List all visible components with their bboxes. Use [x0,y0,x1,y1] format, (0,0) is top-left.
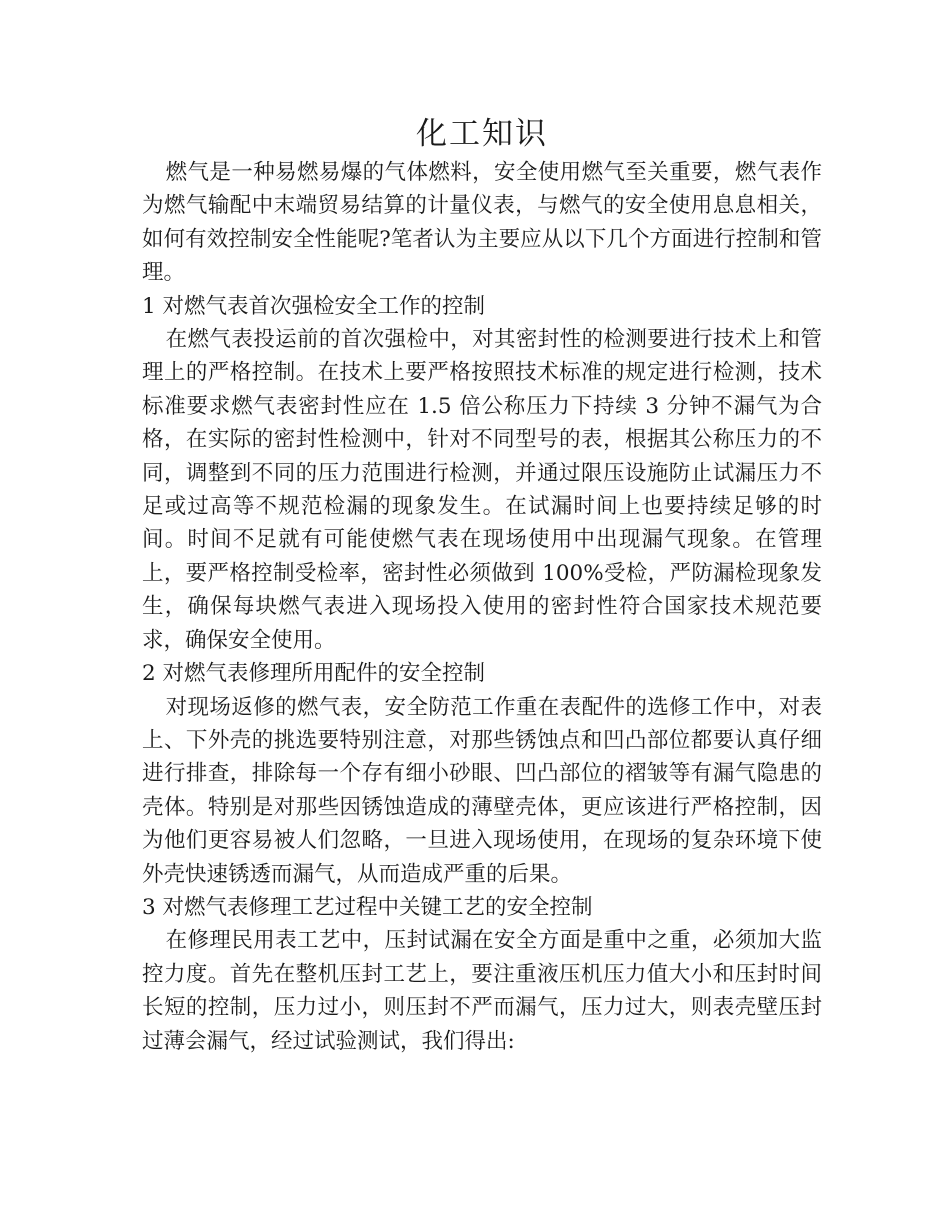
intro-paragraph: 燃气是一种易燃易爆的气体燃料，安全使用燃气至关重要，燃气表作为燃气输配中末端贸易结算的计量仪表，与燃气的安全使用息息相关，如何有效控制安全性能呢?笔者认为主要应从以下几个方面进行控制和管理。 [142,160,822,286]
document-title: 化工知识 [416,116,548,152]
section-3-body: 在修理民用表工艺中，压封试漏在安全方面是重中之重，必须加大监控力度。首先在整机压封工艺上，要注重液压机压力值大小和压封时间长短的控制，压力过小，则压封不严而漏气，压力过大，则表壳壁压封过薄会漏气，经过试验测试，我们得出: [142,928,822,1054]
section-2-body: 对现场返修的燃气表，安全防范工作重在表配件的选修工作中，对表上、下外壳的挑选要特别注意，对那些锈蚀点和凹凸部位都要认真仔细进行排查，排除每一个存有细小砂眼、凹凸部位的褶皱等有漏气隐患的壳体。特别是对那些因锈蚀造成的薄壁壳体，更应该进行严格控制，因为他们更容易被人们忽略，一旦进入现场使用，在现场的复杂环境下使外壳快速锈透而漏气，从而造成严重的后果。 [142,694,822,887]
section-1-body: 在燃气表投运前的首次强检中，对其密封性的检测要进行技术上和管理上的严格控制。在技术上要严格按照技术标准的规定进行检测，技术标准要求燃气表密封性应在 1.5 倍公称压力下持续 3 分钟不漏气为合格，在实际的密封性检测中，针对不同型号的表，根据其公称压力的不同，调整到不同的压力范围进行检测，并通过限压设施防止试漏压力不足或过高等不规范检漏的现象发生。在试漏时间上也要持续足够的时间。时间不足就有可能使燃气表在现场使用中出现漏气现象。在管理上，要严格控制受检率，密封性必须做到 100%受检，严防漏检现象发生，确保每块燃气表进入现场投入使用的密封性符合国家技术规范要求，确保安全使用。 [142,327,822,653]
document-page [142,112,822,1058]
section-3-heading: 3 对燃气表修理工艺过程中关键工艺的安全控制 [142,894,593,920]
section-2-heading: 2 对燃气表修理所用配件的安全控制 [142,661,486,687]
section-1-heading: 1 对燃气表首次强检安全工作的控制 [142,293,486,319]
